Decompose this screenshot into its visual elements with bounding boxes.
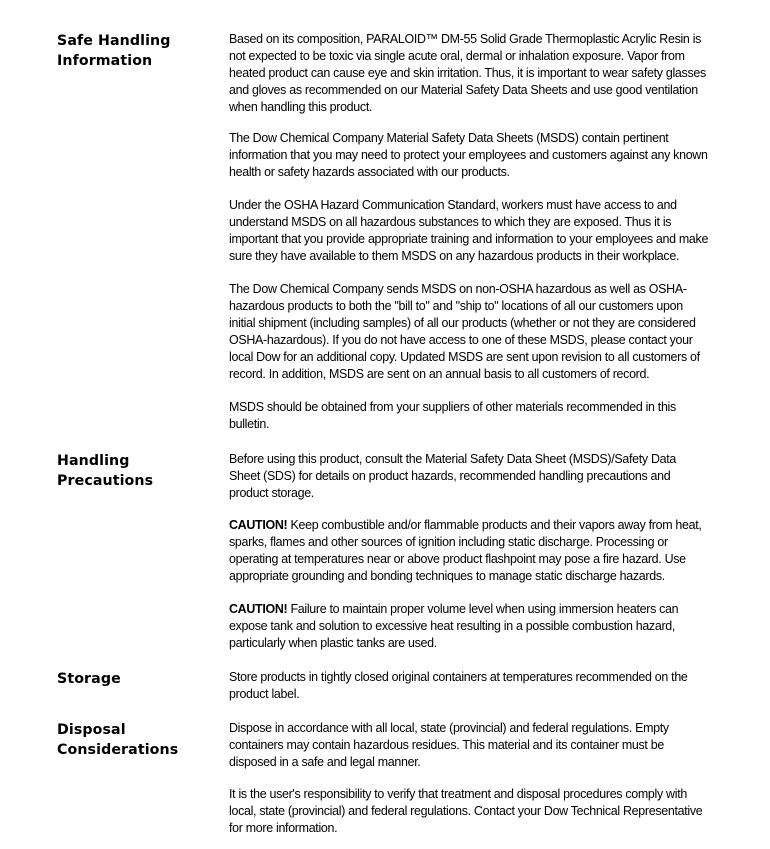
paragraph xyxy=(229,31,731,116)
text-segment: Keep combustible and/or flammable products and their vapors away from heat, xyxy=(287,517,702,532)
text-line: Dispose in accordance with all local, state (provincial) and federal regulations. Empty xyxy=(229,720,669,735)
section-heading xyxy=(57,31,217,71)
caution-label: CAUTION! xyxy=(229,601,288,616)
paragraph xyxy=(229,669,731,703)
caution-paragraph xyxy=(229,601,731,652)
text-line: for more information. xyxy=(229,819,338,835)
paragraph xyxy=(229,281,731,382)
heading-line: Disposal xyxy=(57,722,126,738)
text-line: particularly when plastic tanks are used. xyxy=(229,634,437,650)
paragraph xyxy=(229,130,731,181)
text-line: Based on its composition, PARALOID™ DM-55 Solid Grade Thermoplastic Acrylic Resin is xyxy=(229,31,702,46)
paragraph xyxy=(229,786,731,837)
text-line: sparks, flames and other sources of ignition including static discharge. Processing or xyxy=(229,533,668,549)
text-line: heated product can cause eye and skin irritation. Thus, it is important to wear safety glasses xyxy=(229,64,706,80)
text-line: information that you may need to protect your employees and customers against any known xyxy=(229,146,708,162)
text-line: Before using this product, consult the Material Safety Data Sheet (MSDS)/Safety Data xyxy=(229,451,677,466)
text-line: It is the user's responsibility to verify that treatment and disposal procedures comply with xyxy=(229,786,687,801)
text-line: Under the OSHA Hazard Communication Standard, workers must have access to and xyxy=(229,197,677,212)
text-line: operating at temperatures near or above product flashpoint may pose a fire hazard. Use xyxy=(229,550,686,566)
text-line: Store products in tightly closed original containers at temperatures recommended on the xyxy=(229,669,688,684)
section-heading xyxy=(57,720,217,760)
text-line: appropriate grounding and bonding techniques to manage static discharge hazards. xyxy=(229,567,665,583)
section-heading xyxy=(57,451,217,491)
text-line: not expected to be toxic via single acute oral, dermal or inhalation exposure. Vapor from xyxy=(229,47,685,63)
text-line: product label. xyxy=(229,685,300,701)
text-line: The Dow Chemical Company Material Safety Data Sheets (MSDS) contain pertinent xyxy=(229,130,669,145)
paragraph xyxy=(229,720,731,771)
text-line: expose tank and solution to excessive heat resulting in a possible combustion hazard, xyxy=(229,617,676,633)
section-heading xyxy=(57,669,217,689)
paragraph xyxy=(229,451,731,502)
heading-line: Safe Handling xyxy=(57,33,171,49)
caution-label: CAUTION! xyxy=(229,517,288,532)
caution-paragraph xyxy=(229,517,731,585)
text-line: and gloves as recommended on our Material Safety Data Sheets and use good ventilation xyxy=(229,81,698,97)
heading-line: Information xyxy=(57,53,153,69)
text-line: local Dow for an additional copy. Updated MSDS are sent upon revision to all customers of xyxy=(229,348,700,364)
text-line xyxy=(229,517,731,534)
text-line: record. In addition, MSDS are sent on an annual basis to all customers of record. xyxy=(229,365,650,381)
heading-line: Precautions xyxy=(57,473,154,489)
text-line: hazardous products to both the "bill to" and "ship to" locations of all our customers upon xyxy=(229,297,683,313)
text-line: bulletin. xyxy=(229,415,270,431)
heading-line: Storage xyxy=(57,671,121,687)
text-line: important that you provide appropriate training and information to your employees and make xyxy=(229,230,709,246)
text-line xyxy=(229,601,731,618)
text-line: disposed in a safe and legal manner. xyxy=(229,753,421,769)
text-line: local, state (provincial) and federal regulations. Contact your Dow Technical Representative xyxy=(229,802,703,818)
heading-line: Handling xyxy=(57,453,130,469)
text-line: MSDS should be obtained from your suppliers of other materials recommended in this xyxy=(229,399,676,414)
text-line: OSHA-hazardous). If you do not have access to one of these MSDS, please contact your xyxy=(229,331,693,347)
text-line: containers may contain hazardous residues. This material and its container must be xyxy=(229,736,664,752)
text-line: product storage. xyxy=(229,484,314,500)
text-line: sure they have available to them MSDS on any hazardous products in their workplace. xyxy=(229,247,680,263)
text-line: Sheet (SDS) for details on product hazards, recommended handling precautions and xyxy=(229,467,671,483)
heading-line: Considerations xyxy=(57,742,179,758)
paragraph xyxy=(229,399,731,433)
text-line: when handling this product. xyxy=(229,98,373,114)
text-line: health or safety hazards associated with our products. xyxy=(229,163,510,179)
text-segment: Failure to maintain proper volume level when using immersion heaters can xyxy=(287,601,679,616)
text-line: The Dow Chemical Company sends MSDS on non-OSHA hazardous as well as OSHA- xyxy=(229,281,687,296)
text-line: understand MSDS on all hazardous substances to which they are exposed. Thus it is xyxy=(229,213,672,229)
paragraph xyxy=(229,197,731,265)
text-line: initial shipment (including samples) of all our products (whether or not they are considered xyxy=(229,314,696,330)
